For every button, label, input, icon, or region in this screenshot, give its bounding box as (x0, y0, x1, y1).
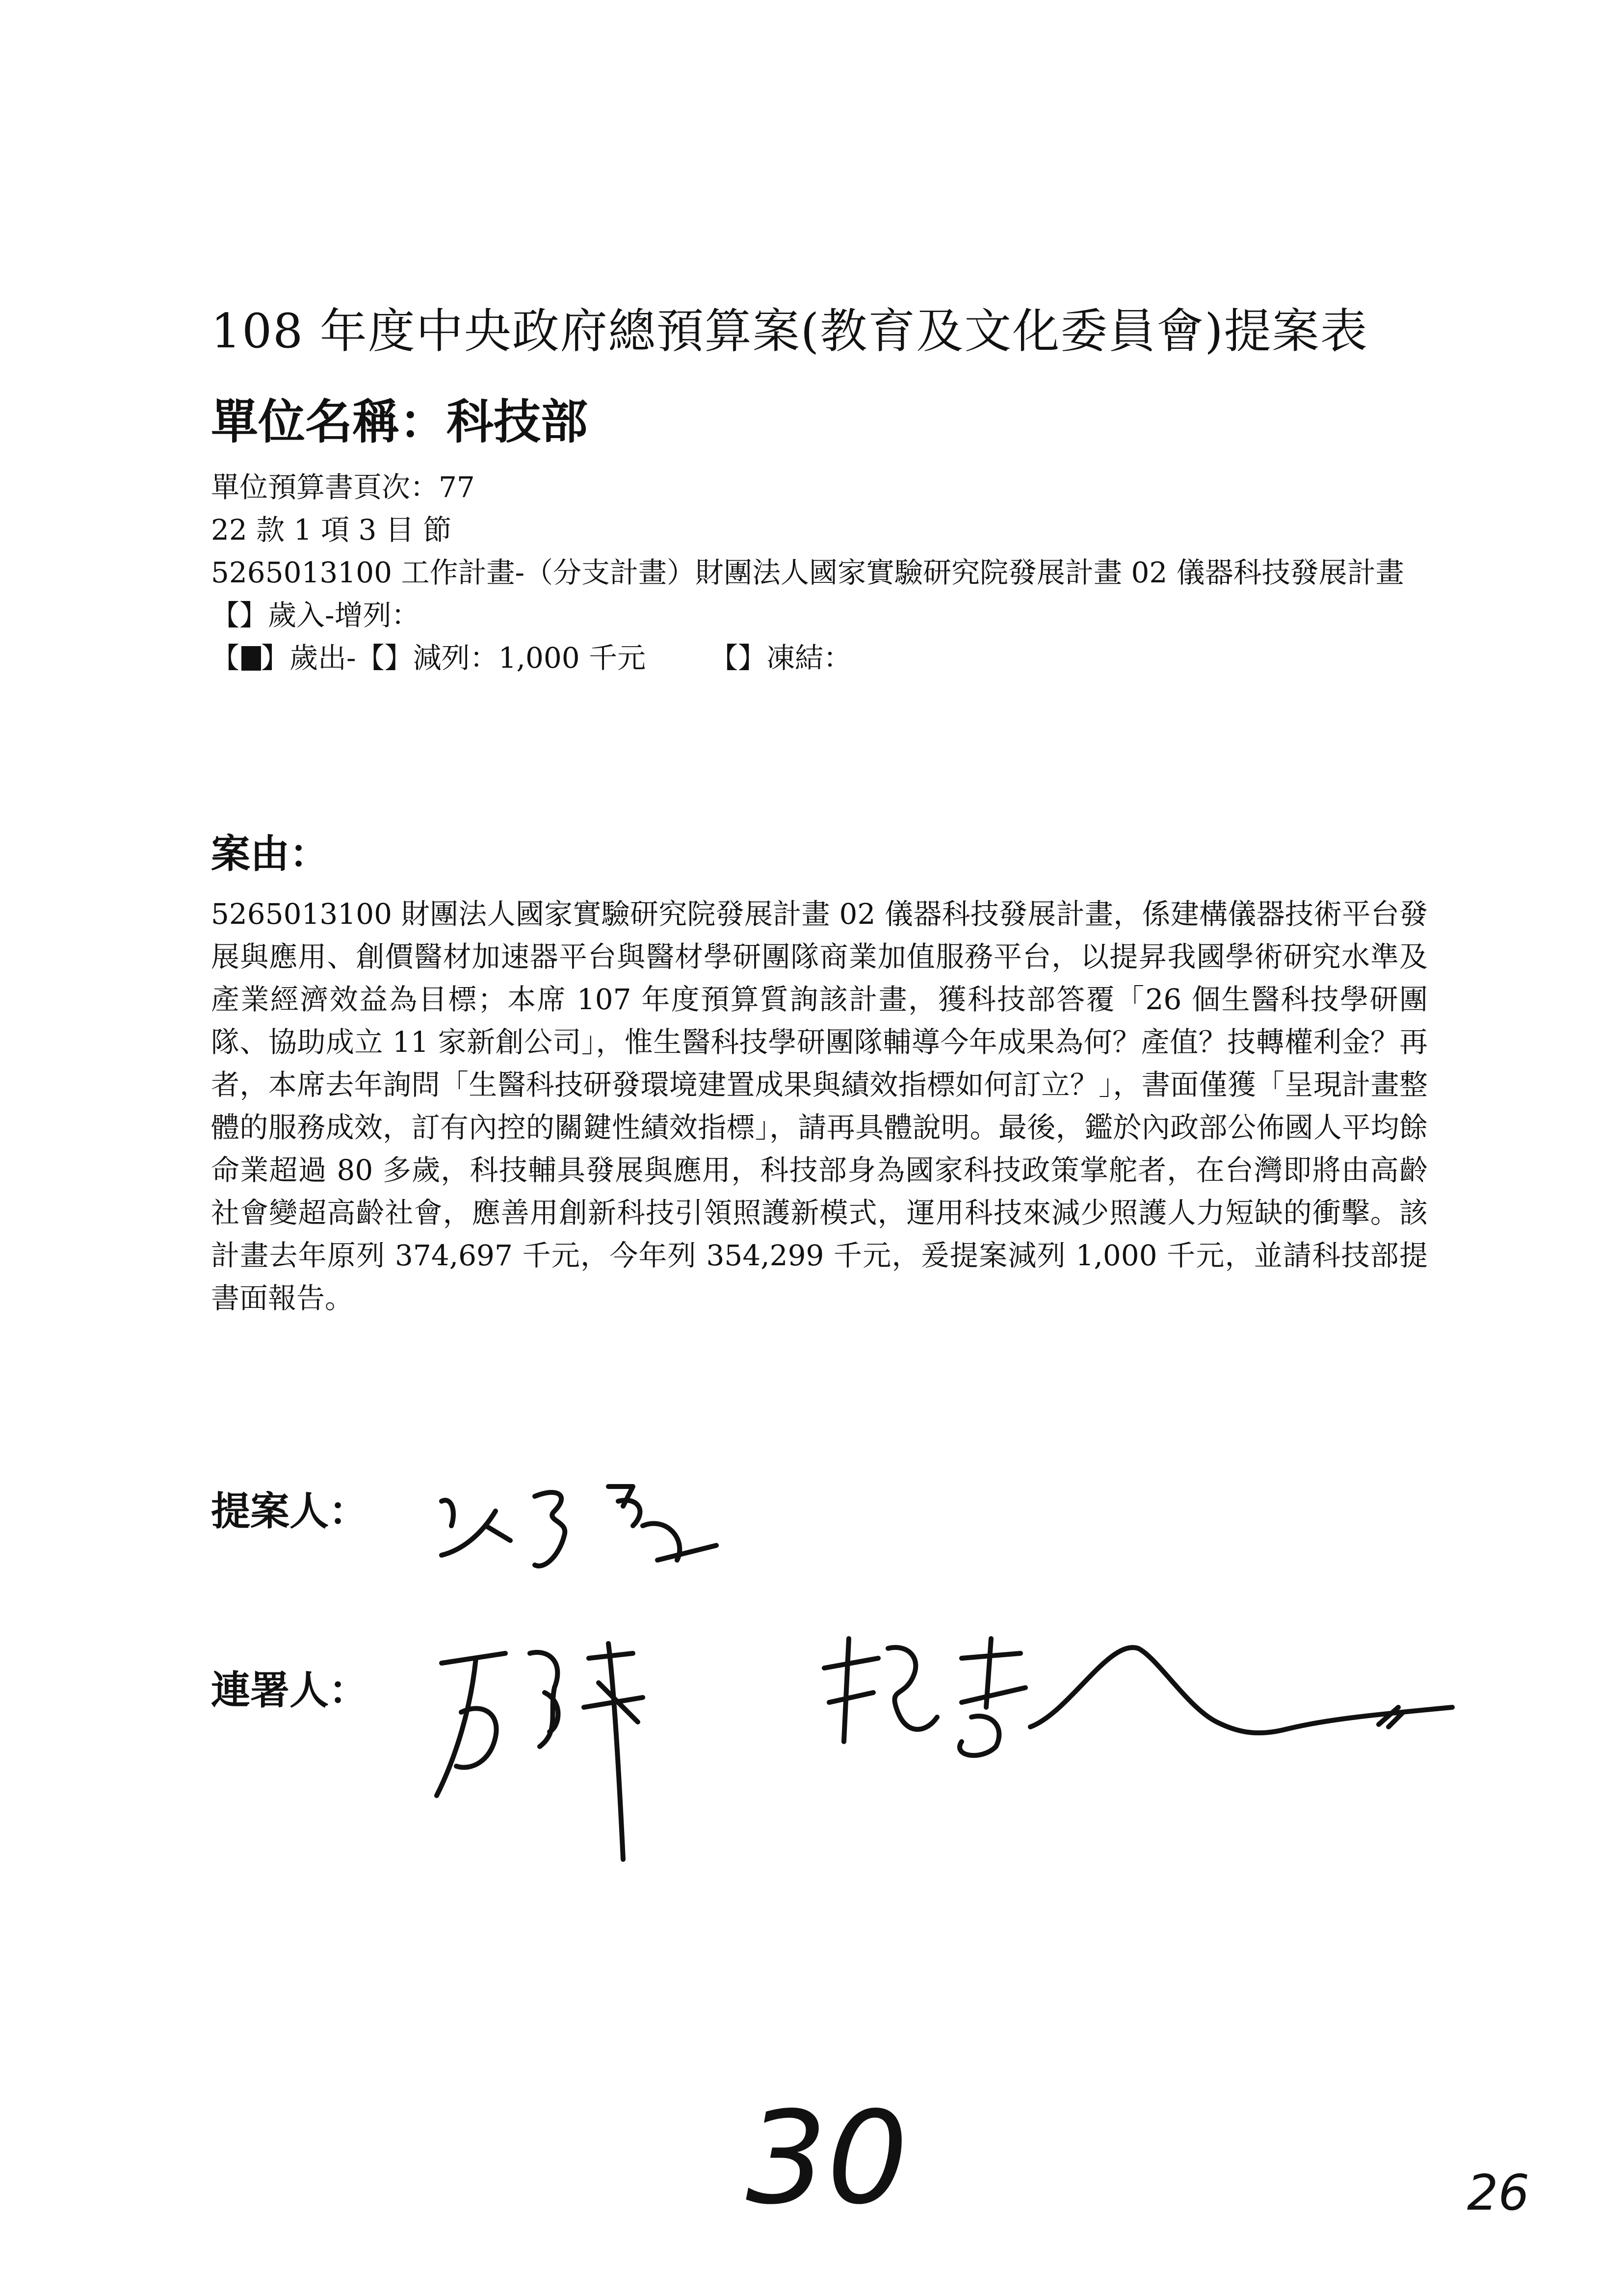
cosigner-label: 連署人： (211, 1667, 368, 1713)
handwritten-page-number: 30 (746, 2085, 908, 2233)
checked-box-icon (241, 646, 261, 671)
expense-freeze-line (211, 637, 1438, 679)
revenue-line: 【】歲入-增列： (211, 599, 420, 632)
unit-name: 單位名稱：科技部 (211, 394, 588, 449)
cosigner-signature-1 (427, 1634, 731, 1869)
cosigner-signature-2 (814, 1629, 1492, 1776)
document-title: 108 年度中央政府總預算案(教育及文化委員會)提案表 (211, 304, 1368, 359)
freeze-line: 【】凍結： (709, 641, 852, 675)
budget-meta (211, 466, 1438, 679)
proposer-label: 提案人： (211, 1488, 368, 1534)
budget-page-ref: 單位預算書頁次：77 (211, 470, 475, 504)
reason-label: 案由： (211, 831, 329, 877)
proposer-signature (422, 1467, 765, 1590)
work-plan: 5265013100 工作計畫-（分支計畫）財團法人國家實驗研究院發展計畫 02 儀器科技發展計畫 (211, 556, 1404, 589)
expense-line: 】歲出-【】減列：1,000 千元 (261, 641, 646, 675)
reason-text: 5265013100 財團法人國家實驗研究院發展計畫 02 儀器科技發展計畫，係建構儀器技術平台發展與應用、創價醫材加速器平台與醫材學研團隊商業加值服務平台，以提昇我國學術研究水準及產業經濟效益為目標；本席 107 年度預算質詢該計畫，獲科技部答覆「26 個生醫科技學研團隊、協助成立 11 家新創公司」，惟生醫科技學研團隊輔導今年成果為何？產值？技轉權利金？再者，本席去年詢問「生醫科技研發環境建置成果與績效指標如何訂立？」，書面僅獲「呈現計畫整體的服務成效，訂有內控的關鍵性績效指標」，請再具體說明。最後，鑑於內政部公佈國人平均餘命業超過 80 多歲，科技輔具發展與應用，科技部身為國家科技政策掌舵者，在台灣即將由高齡社會變超高齡社會，應善用創新科技引領照護新模式，運用科技來減少照護人力短缺的衝擊。該計畫去年原列 374,697 千元，今年列 354,299 千元，爰提案減列 1,000 千元，並請科技部提書面報告。 (211, 897, 1428, 1315)
expense-bracket-open: 【 (211, 641, 240, 675)
budget-section: 22 款 1 項 3 目 節 (211, 513, 452, 547)
small-page-number: 26 (1467, 2164, 1530, 2221)
